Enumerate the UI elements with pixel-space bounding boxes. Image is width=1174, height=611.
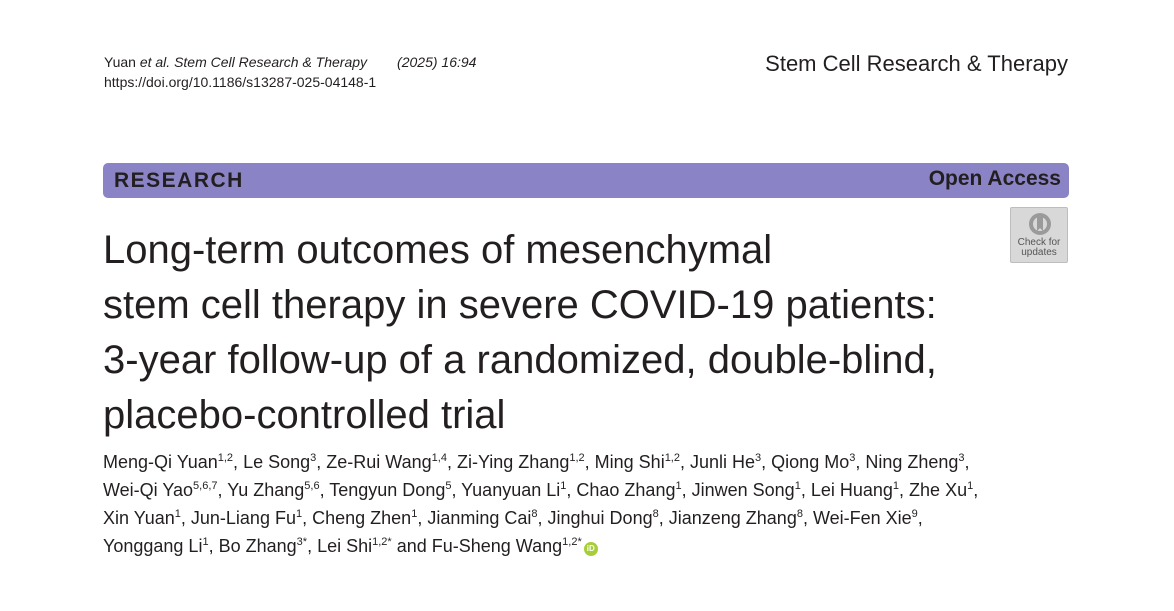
author-affiliation: 8 <box>652 508 659 520</box>
author-name[interactable]: Wei-Fen Xie <box>812 508 912 528</box>
author-affiliation: 1,4 <box>431 452 447 464</box>
author-affiliation: 5 <box>445 480 452 492</box>
author-name[interactable]: Zi-Ying Zhang <box>456 452 570 472</box>
title-line-4: placebo-controlled trial <box>103 393 506 437</box>
author-affiliation: 3 <box>310 452 317 464</box>
author-separator: , <box>446 452 457 472</box>
citation-authors: Yuan <box>104 54 140 70</box>
author-name[interactable]: Fu-Sheng Wang <box>431 536 563 556</box>
author-affiliation: 8 <box>796 508 803 520</box>
author-name[interactable]: Cheng Zhen <box>312 508 412 528</box>
crossmark-line2: updates <box>1021 247 1057 258</box>
citation-journal: et al. Stem Cell Research & Therapy <box>139 54 368 70</box>
author-separator: , <box>319 480 330 500</box>
author-line <box>103 504 1078 532</box>
article-type-label: RESEARCH <box>114 169 244 192</box>
citation-block <box>104 52 476 92</box>
author-name[interactable]: Jianming Cai <box>427 508 532 528</box>
author-name[interactable]: Le Song <box>243 452 311 472</box>
author-name[interactable]: Qiong Mo <box>771 452 850 472</box>
author-separator: , <box>855 452 866 472</box>
author-affiliation: 1,2 <box>664 452 680 464</box>
author-separator: , <box>180 508 191 528</box>
author-name[interactable]: Jinwen Song <box>691 480 795 500</box>
citation-year: (2025) 16:94 <box>397 54 477 70</box>
author-separator: , <box>917 508 923 528</box>
author-separator: , <box>800 480 811 500</box>
author-affiliation: 1 <box>675 480 682 492</box>
author-affiliation: 1 <box>174 508 181 520</box>
author-name[interactable]: Ning Zheng <box>865 452 959 472</box>
author-separator: , <box>681 480 692 500</box>
article-type-banner <box>103 163 1069 198</box>
author-affiliation: 3* <box>296 536 308 548</box>
author-affiliation: 1,2 <box>217 452 234 464</box>
author-name[interactable]: Yu Zhang <box>227 480 305 500</box>
author-name[interactable]: Yuanyuan Li <box>461 480 561 500</box>
author-separator: , <box>964 452 970 472</box>
author-line <box>103 448 1078 476</box>
author-affiliation: 1 <box>411 508 418 520</box>
author-separator: and <box>391 536 432 556</box>
author-separator: , <box>417 508 428 528</box>
open-access-label: Open Access <box>928 167 1061 190</box>
author-name[interactable]: Jinghui Dong <box>547 508 653 528</box>
author-affiliation: 3 <box>958 452 965 464</box>
author-affiliation: 1 <box>967 480 974 492</box>
journal-name: Stem Cell Research & Therapy <box>765 51 1068 76</box>
author-name[interactable]: Yonggang Li <box>103 536 203 556</box>
author-affiliation: 3 <box>755 452 762 464</box>
author-affiliation: 1 <box>295 508 303 520</box>
title-line-2: stem cell therapy in severe COVID-19 patients: <box>103 283 937 327</box>
author-affiliation: 1,2* <box>562 536 582 548</box>
author-name[interactable]: Wei-Qi Yao <box>103 480 194 500</box>
author-name[interactable]: Jun-Liang Fu <box>190 508 296 528</box>
author-name[interactable]: Junli He <box>690 452 756 472</box>
author-line <box>103 476 1078 504</box>
author-line <box>103 532 1078 560</box>
author-affiliation: 1,2* <box>372 536 392 548</box>
author-name[interactable]: Zhe Xu <box>909 480 968 500</box>
author-name[interactable]: Lei Shi <box>317 536 373 556</box>
author-separator: , <box>307 536 318 556</box>
author-separator: , <box>566 480 577 500</box>
author-affiliation: 1 <box>560 480 567 492</box>
author-separator: , <box>584 452 595 472</box>
author-separator: , <box>973 480 979 500</box>
title-line-1: Long-term outcomes of mesenchymal <box>103 228 773 272</box>
citation-line <box>104 52 476 72</box>
author-affiliation: 1 <box>794 480 801 492</box>
author-separator: , <box>658 508 669 528</box>
author-affiliation: 5,6,7 <box>193 480 218 492</box>
title-line-3: 3-year follow-up of a randomized, double-blind, <box>103 338 937 382</box>
author-affiliation: 1,2 <box>569 452 585 464</box>
author-separator: , <box>679 452 690 472</box>
author-name[interactable]: Chao Zhang <box>576 480 676 500</box>
author-affiliation: 1 <box>202 536 209 548</box>
author-name[interactable]: Meng-Qi Yuan <box>103 452 218 472</box>
author-separator: , <box>537 508 548 528</box>
author-name[interactable]: Ming Shi <box>594 452 665 472</box>
author-separator: , <box>217 480 228 500</box>
author-name[interactable]: Xin Yuan <box>103 508 175 528</box>
author-name[interactable]: Bo Zhang <box>218 536 297 556</box>
author-separator: , <box>899 480 910 500</box>
author-name[interactable]: Ze-Rui Wang <box>326 452 432 472</box>
author-affiliation: 9 <box>911 508 918 520</box>
author-separator: , <box>451 480 462 500</box>
author-name[interactable]: Lei Huang <box>810 480 893 500</box>
author-name[interactable]: Tengyun Dong <box>329 480 446 500</box>
author-separator: , <box>302 508 313 528</box>
doi-link[interactable]: https://doi.org/10.1186/s13287-025-04148-1 <box>104 74 377 90</box>
author-separator: , <box>802 508 813 528</box>
author-affiliation: 3 <box>849 452 856 464</box>
author-separator: , <box>208 536 219 556</box>
author-separator: , <box>233 452 244 472</box>
author-list <box>103 448 1078 560</box>
author-affiliation: 8 <box>531 508 538 520</box>
author-name[interactable]: Jianzeng Zhang <box>668 508 797 528</box>
article-title <box>103 223 1063 443</box>
author-separator: , <box>316 452 327 472</box>
author-affiliation: 5,6 <box>304 480 320 492</box>
author-affiliation: 1 <box>892 480 900 492</box>
author-separator: , <box>761 452 772 472</box>
orcid-icon[interactable]: iD <box>584 542 598 556</box>
crossmark-line1: Check for <box>1017 237 1061 248</box>
